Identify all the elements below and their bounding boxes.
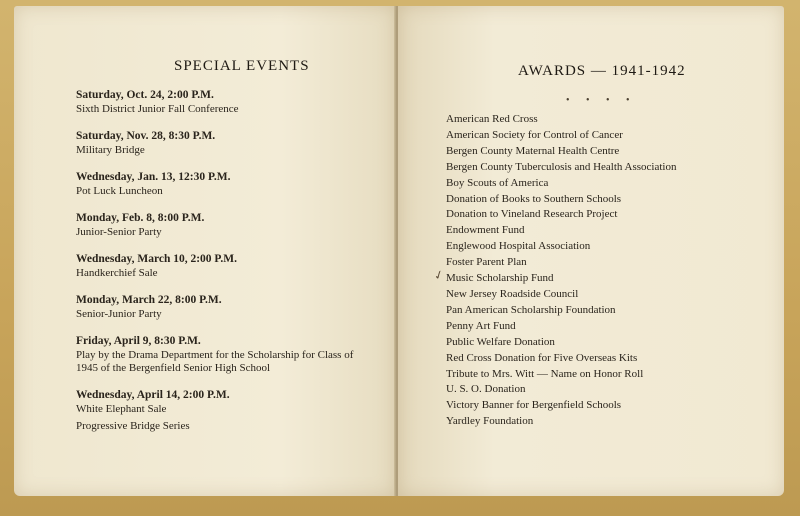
bridge-series-note: Progressive Bridge Series xyxy=(76,420,190,432)
event-date: Monday, March 22, 8:00 P.M. xyxy=(76,294,222,306)
event-name: Military Bridge xyxy=(76,144,145,156)
event-item xyxy=(76,129,376,157)
ornament-dots: • • • • xyxy=(566,95,637,106)
event-name: Senior-Junior Party xyxy=(76,308,162,320)
awards-list xyxy=(446,112,766,430)
award-item: U. S. O. Donation xyxy=(446,383,526,396)
event-name: Junior-Senior Party xyxy=(76,226,162,238)
award-item: Red Cross Donation for Five Overseas Kits xyxy=(446,351,638,364)
award-item: Endowment Fund xyxy=(446,224,525,237)
award-item: Bergen County Maternal Health Centre xyxy=(446,144,620,157)
event-date: Friday, April 9, 8:30 P.M. xyxy=(76,335,201,347)
event-item xyxy=(76,334,376,375)
award-item: New Jersey Roadside Council xyxy=(446,287,579,300)
award-item: American Society for Control of Cancer xyxy=(446,128,623,141)
event-date: Saturday, Nov. 28, 8:30 P.M. xyxy=(76,130,216,142)
events-list xyxy=(76,88,376,429)
special-events-title: SPECIAL EVENTS xyxy=(174,58,310,74)
event-item xyxy=(76,293,376,321)
award-item: Englewood Hospital Association xyxy=(446,240,591,253)
award-item: Foster Parent Plan xyxy=(446,256,527,269)
event-item xyxy=(76,252,376,280)
awards-title: AWARDS — 1941-1942 xyxy=(518,63,686,79)
award-item: Boy Scouts of America xyxy=(446,176,549,189)
award-item: Public Welfare Donation xyxy=(446,335,555,348)
event-date: Monday, Feb. 8, 8:00 P.M. xyxy=(76,212,205,224)
award-item: Music Scholarship Fund xyxy=(446,272,554,285)
event-date: Wednesday, Jan. 13, 12:30 P.M. xyxy=(76,171,231,183)
event-item xyxy=(76,88,376,116)
event-item xyxy=(76,388,376,416)
event-date: Wednesday, April 14, 2:00 P.M. xyxy=(76,389,230,401)
award-item: American Red Cross xyxy=(446,113,538,125)
event-name: White Elephant Sale xyxy=(76,403,167,415)
event-name: Play by the Drama Department for the Scholarship for Class of 1945 of the Bergenfield Senior High School xyxy=(76,349,354,374)
award-item: Donation to Vineland Research Project xyxy=(446,208,618,221)
award-item: Donation of Books to Southern Schools xyxy=(446,192,622,205)
event-name: Sixth District Junior Fall Conference xyxy=(76,103,239,115)
event-name: Pot Luck Luncheon xyxy=(76,185,163,197)
event-item xyxy=(76,170,376,198)
left-page xyxy=(14,6,396,496)
award-item: Yardley Foundation xyxy=(446,415,534,428)
right-page xyxy=(398,6,784,496)
event-date: Saturday, Oct. 24, 2:00 P.M. xyxy=(76,89,214,101)
handwritten-check-mark: ✓ xyxy=(431,266,446,284)
event-name: Handkerchief Sale xyxy=(76,267,158,279)
event-date: Wednesday, March 10, 2:00 P.M. xyxy=(76,253,238,265)
award-item: Tribute to Mrs. Witt — Name on Honor Roll xyxy=(446,367,644,380)
award-item: Victory Banner for Bergenfield Schools xyxy=(446,399,622,412)
award-item: Bergen County Tuberculosis and Health Association xyxy=(446,160,677,173)
award-item: Penny Art Fund xyxy=(446,319,516,332)
award-item: Pan American Scholarship Foundation xyxy=(446,303,616,316)
event-item xyxy=(76,211,376,239)
